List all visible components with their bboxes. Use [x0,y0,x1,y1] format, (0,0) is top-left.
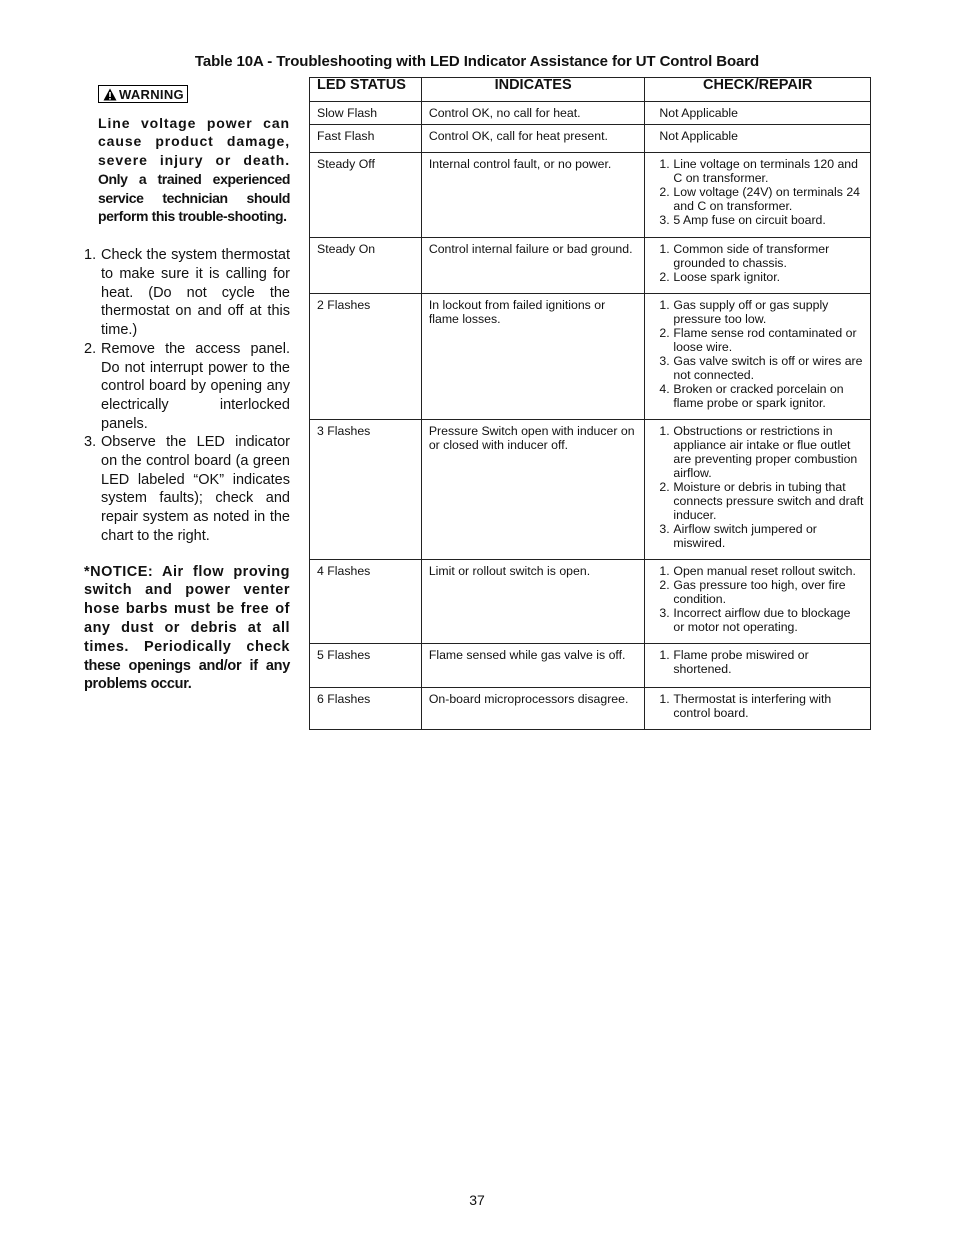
repair-number: 1. [659,692,670,706]
repair-item [659,480,864,522]
repair-number: 1. [659,424,670,438]
repair-number: 2. [659,326,670,340]
repair-number: 2. [659,480,670,494]
repair-number: 3. [659,354,670,368]
step-text: Observe the LED indicator on the control board (a green LED labeled “OK” indicates system faults); check and repair system as noted in the chart to the right. [101,434,290,544]
table-row [310,153,871,238]
step-text: Check the system thermostat to make sure it is calling for heat. (Do not cycle the thermostat on and off at this time.) [101,247,290,339]
repair-number: 3. [659,606,670,620]
indicates-cell: Limit or rollout switch is open. [421,560,645,644]
check-repair-cell: Not Applicable [645,125,871,153]
header-indicates: INDICATES [421,78,645,102]
step-number: 2. [84,340,97,357]
repair-text: Flame sense rod contaminated or loose wire. [673,326,857,354]
step-number: 1. [84,247,97,264]
repair-text: Loose spark ignitor. [673,270,781,284]
procedure-step [84,433,290,545]
repair-number: 1. [659,298,670,312]
repair-number: 1. [659,242,670,256]
check-repair-cell: Not Applicable [645,102,871,125]
warning-text [98,114,290,227]
check-repair-cell [645,644,871,688]
repair-number: 3. [659,522,670,536]
check-repair-cell [645,238,871,294]
indicates-cell: Control OK, no call for heat. [421,102,645,125]
table-row [310,294,871,420]
repair-item [659,648,864,676]
repair-text: Incorrect airflow due to blockage or motor not operating. [673,606,851,634]
instructions-column [84,85,290,694]
repair-list [659,157,864,227]
step-text: Remove the access panel. Do not interrupt power to the control board by opening any electrically interlocked panels. [101,340,290,432]
repair-number: 2. [659,185,670,199]
repair-list [659,424,864,550]
table-body [310,102,871,730]
indicates-cell: Flame sensed while gas valve is off. [421,644,645,688]
repair-number: 1. [659,157,670,171]
table-header-row [310,78,871,102]
repair-text: Flame probe miswired or shortened. [673,648,809,676]
repair-item [659,382,864,410]
table-row [310,688,871,730]
repair-number: 1. [659,648,670,662]
check-repair-cell [645,153,871,238]
warning-intro: Line voltage power can cause product damage, severe injury or death. [98,114,290,169]
notice-tail: these openings and/or if any problems occur. [84,657,290,693]
led-status-cell: Steady Off [310,153,422,238]
header-check-repair: CHECK/REPAIR [645,78,871,102]
repair-text: Gas valve switch is off or wires are not connected. [673,354,863,382]
repair-item [659,692,864,720]
indicates-cell: Pressure Switch open with inducer on or closed with inducer off. [421,420,645,560]
repair-item [659,213,864,227]
repair-text: Broken or cracked porcelain on flame probe or spark ignitor. [673,382,844,410]
page-number: 37 [469,1192,485,1208]
led-status-cell: 2 Flashes [310,294,422,420]
led-status-cell: 5 Flashes [310,644,422,688]
warning-label: WARNING [119,86,184,102]
repair-item [659,522,864,550]
repair-text: Gas pressure too high, over fire condition. [673,578,846,606]
repair-item [659,270,864,284]
repair-text: Open manual reset rollout switch. [673,564,856,578]
led-status-cell: Slow Flash [310,102,422,125]
table-row [310,560,871,644]
repair-text: Moisture or debris in tubing that connects pressure switch and draft inducer. [673,480,864,522]
led-status-cell: 6 Flashes [310,688,422,730]
repair-item [659,326,864,354]
repair-list [659,692,864,720]
repair-item [659,578,864,606]
repair-item [659,606,864,634]
procedure-step [84,246,290,340]
notice-text [84,563,290,695]
step-number: 3. [84,434,97,451]
warning-technician-note: Only a trained experienced service technician should perform this trouble-shooting. [98,170,290,225]
led-status-cell: 4 Flashes [310,560,422,644]
repair-number: 4. [659,382,670,396]
repair-item [659,157,864,185]
repair-text: Low voltage (24V) on terminals 24 and C on transformer. [673,185,860,213]
repair-number: 1. [659,564,670,578]
repair-text: Gas supply off or gas supply pressure too low. [673,298,829,326]
warning-badge [98,85,188,103]
procedure-step [84,340,290,434]
check-repair-cell [645,688,871,730]
indicates-cell: Control OK, call for heat present. [421,125,645,153]
table-row [310,125,871,153]
indicates-cell: Control internal failure or bad ground. [421,238,645,294]
header-led-status: LED STATUS [310,78,422,102]
indicates-cell: Internal control fault, or no power. [421,153,645,238]
table-row [310,644,871,688]
procedure-steps [84,246,290,545]
repair-text: 5 Amp fuse on circuit board. [673,213,826,227]
repair-number: 2. [659,270,670,284]
indicates-cell: On-board microprocessors disagree. [421,688,645,730]
repair-list [659,298,864,410]
repair-text: Airflow switch jumpered or miswired. [673,522,817,550]
indicates-cell: In lockout from failed ignitions or flame losses. [421,294,645,420]
repair-item [659,564,864,578]
check-repair-cell [645,560,871,644]
repair-item [659,298,864,326]
table-row [310,420,871,560]
repair-text: Line voltage on terminals 120 and C on transformer. [673,157,858,185]
repair-list [659,242,864,284]
warning-triangle-icon [103,88,117,101]
led-status-cell: 3 Flashes [310,420,422,560]
repair-text: Common side of transformer grounded to chassis. [673,242,830,270]
repair-item [659,354,864,382]
repair-item [659,424,864,480]
table-row [310,238,871,294]
table-row [310,102,871,125]
notice-main: *NOTICE: Air flow proving switch and power venter hose barbs must be free of any dust or debris at all times. Periodically check [84,563,290,655]
page-title: Table 10A - Troubleshooting with LED Indicator Assistance for UT Control Board [194,53,760,70]
repair-text: Thermostat is interfering with control board. [673,692,832,720]
led-status-cell: Fast Flash [310,125,422,153]
check-repair-cell [645,420,871,560]
repair-list [659,564,864,634]
led-status-cell: Steady On [310,238,422,294]
led-troubleshooting-table [309,77,871,730]
repair-item [659,242,864,270]
repair-list [659,648,864,676]
repair-text: Obstructions or restrictions in appliance air intake or flue outlet are preventing proper combustion airflow. [673,424,858,480]
repair-number: 3. [659,213,670,227]
repair-number: 2. [659,578,670,592]
repair-item [659,185,864,213]
check-repair-cell [645,294,871,420]
